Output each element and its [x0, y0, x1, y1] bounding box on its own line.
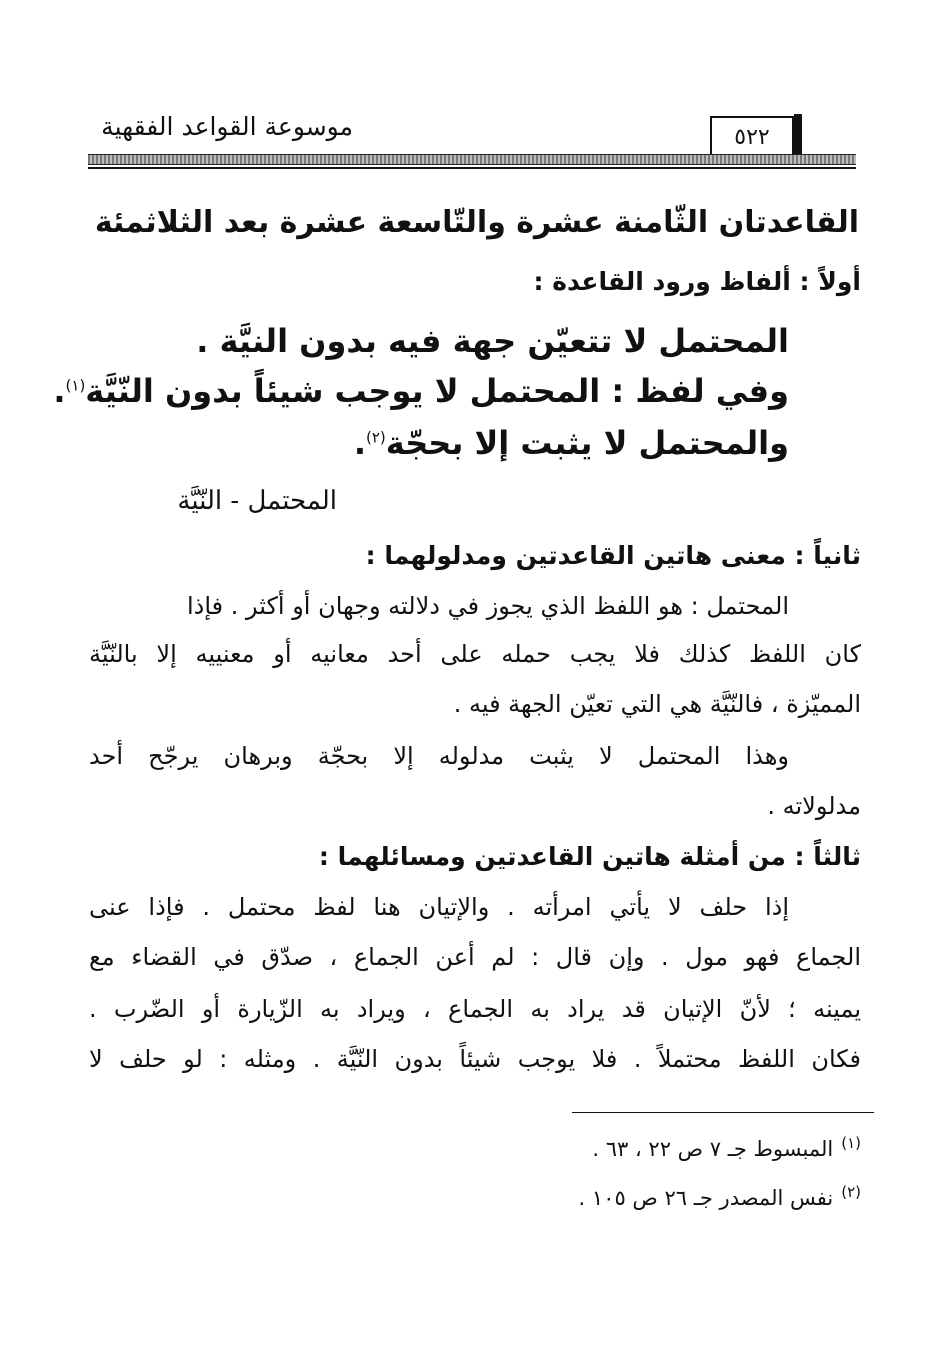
rule-text-3 [354, 424, 789, 462]
part1-label: أولاً : ألفاظ ورود القاعدة : [533, 267, 861, 296]
rule-text-3-end: . [353, 424, 366, 462]
paragraph-line: إذا حلف لا يأتي امرأته . والإتيان هنا لفظ محتمل . فإذا عنى [89, 893, 789, 921]
footnote-2-mark: (٢) [841, 1183, 861, 1201]
rule-text-1: المحتمل لا تتعيّن جهة فيه بدون النيَّة . [196, 322, 789, 360]
paragraph-line: الجماع فهو مول . وإن قال : لم أعن الجماع ، صدّق في القضاء مع [89, 943, 861, 971]
footnote-separator [572, 1112, 874, 1113]
paragraph-line: وهذا المحتمل لا يثبت مدلوله إلا بحجّة وبرهان يرجّح أحد [89, 742, 789, 770]
running-header-title: موسوعة القواعد الفقهية [101, 112, 353, 141]
footnote-1-text: المبسوط جـ ٧ ص ٢٢ ، ٦٣ . [592, 1137, 834, 1161]
paragraph-line: مدلولاته . [767, 792, 861, 820]
rule-text-2-body: وفي لفظ : المحتمل لا يوجب شيئاً بدون النّيَّة [85, 372, 789, 410]
footnote-ref-1: (١) [65, 376, 86, 395]
paragraph-line: يمينه ؛ لأنّ الإتيان قد يراد به الجماع ، ويراد به الزّيارة أو الضّرب . [89, 995, 861, 1023]
footnote-1-mark: (١) [841, 1134, 861, 1152]
keywords: المحتمل - النّيَّة [177, 486, 337, 516]
paragraph-line: المميّزة ، فالنّيَّة هي التي تعيّن الجهة فيه . [453, 690, 861, 718]
footnote-ref-2: (٢) [366, 428, 386, 447]
paragraph-line: المحتمل : هو اللفظ الذي يجوز في دلالته وجهان أو أكثر . فإذا [186, 592, 789, 620]
part2-label: ثانياً : معنى هاتين القاعدتين ومدلولهما : [365, 541, 861, 570]
footnote-2-text: نفس المصدر جـ ٢٦ ص ١٠٥ . [578, 1186, 834, 1210]
rule-text-2-end: . [53, 372, 66, 410]
footnote-2 [579, 1183, 861, 1210]
paragraph-line: فكان اللفظ محتملاً . فلا يوجب شيئاً بدون النّيَّة . ومثله : لو حلف لا [89, 1045, 861, 1073]
paragraph-line: كان اللفظ كذلك فلا يجب حمله على أحد معانيه أو معنييه إلا بالنّيَّة [89, 640, 861, 668]
header-rule [88, 154, 856, 165]
rule-text-2 [53, 372, 789, 410]
part3-label: ثالثاً : من أمثلة هاتين القاعدتين ومسائلهما : [318, 842, 861, 871]
rule-text-3-body: والمحتمل لا يثبت إلا بحجّة [385, 424, 789, 462]
footnote-1 [592, 1134, 861, 1161]
header-rule-thin [88, 167, 856, 169]
page-number: ٥٢٢ [710, 116, 794, 156]
section-heading: القاعدتان الثّامنة عشرة والتّاسعة عشرة بعد الثلاثمئة [94, 205, 859, 240]
